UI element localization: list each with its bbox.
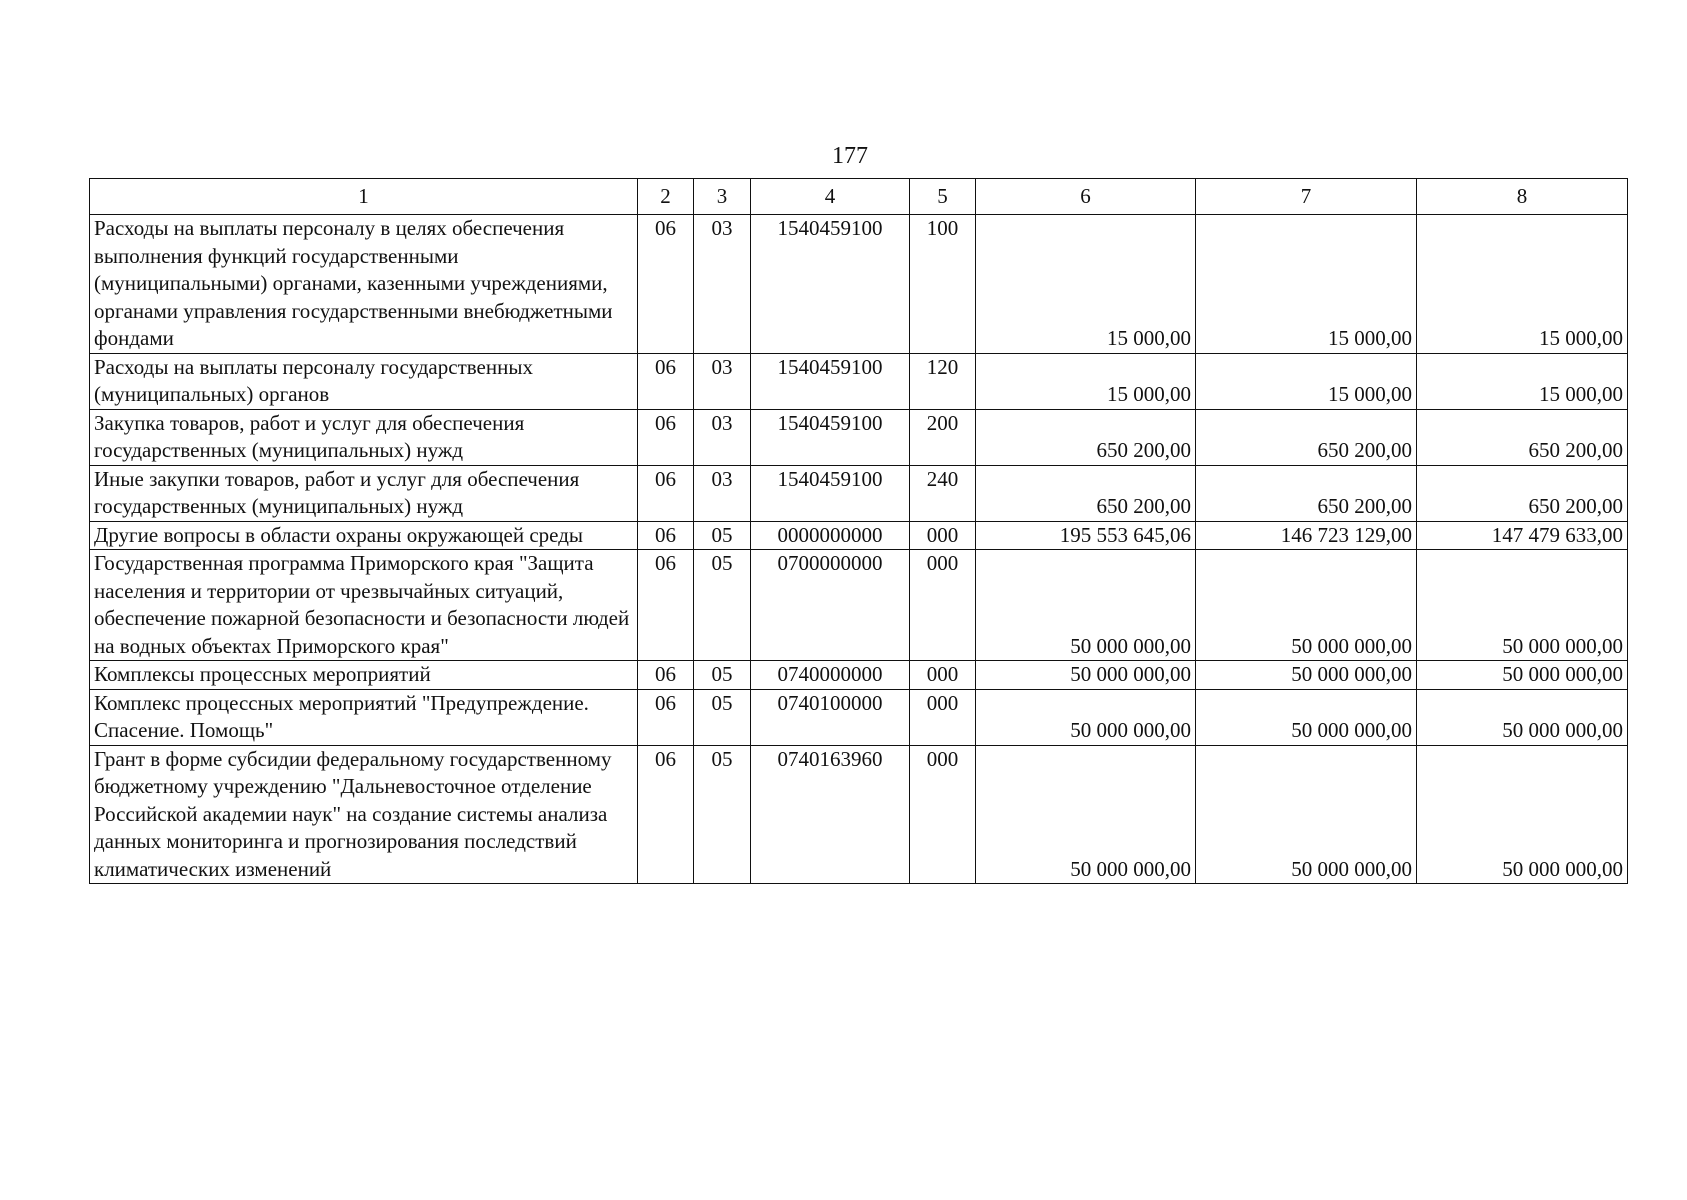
expense-type-cell: 120 — [910, 353, 976, 409]
section-code-cell: 06 — [638, 661, 694, 690]
amount-cell-col6: 195 553 645,06 — [976, 521, 1196, 550]
expense-type-cell: 000 — [910, 550, 976, 661]
amount-cell-col8: 50 000 000,00 — [1417, 550, 1628, 661]
table-row — [90, 215, 1628, 354]
amount-cell-col7: 15 000,00 — [1196, 215, 1417, 354]
column-header-2: 2 — [638, 179, 694, 215]
amount-cell-col6: 50 000 000,00 — [976, 661, 1196, 690]
amount-cell-col8: 50 000 000,00 — [1417, 661, 1628, 690]
target-article-cell: 0740000000 — [751, 661, 910, 690]
amount-cell-col8: 50 000 000,00 — [1417, 689, 1628, 745]
table-row — [90, 409, 1628, 465]
expense-type-cell: 000 — [910, 661, 976, 690]
budget-table — [89, 178, 1628, 884]
amount-cell-col6: 15 000,00 — [976, 215, 1196, 354]
expense-type-cell: 000 — [910, 521, 976, 550]
subsection-code-cell: 03 — [694, 409, 751, 465]
amount-cell-col7: 50 000 000,00 — [1196, 689, 1417, 745]
expense-type-cell: 240 — [910, 465, 976, 521]
section-code-cell: 06 — [638, 550, 694, 661]
amount-cell-col8: 15 000,00 — [1417, 215, 1628, 354]
amount-cell-col7: 50 000 000,00 — [1196, 661, 1417, 690]
amount-cell-col7: 50 000 000,00 — [1196, 745, 1417, 884]
amount-cell-col7: 50 000 000,00 — [1196, 550, 1417, 661]
section-code-cell: 06 — [638, 353, 694, 409]
amount-cell-col6: 50 000 000,00 — [976, 550, 1196, 661]
expense-name-cell: Государственная программа Приморского края "Защита населения и территории от чрезвычайных ситуаций, обеспечение пожарной безопасности и безопасности людей на водных объектах Приморского края" — [90, 550, 638, 661]
section-code-cell: 06 — [638, 215, 694, 354]
amount-cell-col6: 15 000,00 — [976, 353, 1196, 409]
expense-name-cell: Другие вопросы в области охраны окружающей среды — [90, 521, 638, 550]
expense-name-cell: Комплекс процессных мероприятий "Предупреждение. Спасение. Помощь" — [90, 689, 638, 745]
column-header-6: 6 — [976, 179, 1196, 215]
table-row — [90, 353, 1628, 409]
amount-cell-col6: 50 000 000,00 — [976, 745, 1196, 884]
target-article-cell: 1540459100 — [751, 409, 910, 465]
column-header-7: 7 — [1196, 179, 1417, 215]
column-header-3: 3 — [694, 179, 751, 215]
section-code-cell: 06 — [638, 409, 694, 465]
section-code-cell: 06 — [638, 745, 694, 884]
subsection-code-cell: 03 — [694, 353, 751, 409]
table-row — [90, 745, 1628, 884]
subsection-code-cell: 03 — [694, 465, 751, 521]
table-row — [90, 661, 1628, 690]
expense-name-cell: Расходы на выплаты персоналу государственных (муниципальных) органов — [90, 353, 638, 409]
expense-name-cell: Грант в форме субсидии федеральному государственному бюджетному учреждению "Дальневосточное отделение Российской академии наук" на создание системы анализа данных мониторинга и прогнозирования последствий климатических изменений — [90, 745, 638, 884]
table-row — [90, 689, 1628, 745]
target-article-cell: 1540459100 — [751, 215, 910, 354]
amount-cell-col6: 650 200,00 — [976, 409, 1196, 465]
expense-name-cell: Закупка товаров, работ и услуг для обеспечения государственных (муниципальных) нужд — [90, 409, 638, 465]
section-code-cell: 06 — [638, 521, 694, 550]
expense-type-cell: 200 — [910, 409, 976, 465]
section-code-cell: 06 — [638, 465, 694, 521]
target-article-cell: 1540459100 — [751, 353, 910, 409]
target-article-cell: 0700000000 — [751, 550, 910, 661]
expense-type-cell: 100 — [910, 215, 976, 354]
amount-cell-col6: 50 000 000,00 — [976, 689, 1196, 745]
expense-name-cell: Иные закупки товаров, работ и услуг для обеспечения государственных (муниципальных) нужд — [90, 465, 638, 521]
column-header-4: 4 — [751, 179, 910, 215]
amount-cell-col7: 146 723 129,00 — [1196, 521, 1417, 550]
amount-cell-col7: 650 200,00 — [1196, 409, 1417, 465]
column-header-8: 8 — [1417, 179, 1628, 215]
expense-type-cell: 000 — [910, 689, 976, 745]
target-article-cell: 0740100000 — [751, 689, 910, 745]
amount-cell-col8: 50 000 000,00 — [1417, 745, 1628, 884]
subsection-code-cell: 05 — [694, 745, 751, 884]
amount-cell-col7: 650 200,00 — [1196, 465, 1417, 521]
expense-type-cell: 000 — [910, 745, 976, 884]
expense-name-cell: Комплексы процессных мероприятий — [90, 661, 638, 690]
subsection-code-cell: 05 — [694, 661, 751, 690]
expense-name-cell: Расходы на выплаты персоналу в целях обеспечения выполнения функций государственными (муниципальными) органами, казенными учреждениями, органами управления государственными внебюджетными фондами — [90, 215, 638, 354]
amount-cell-col6: 650 200,00 — [976, 465, 1196, 521]
amount-cell-col8: 650 200,00 — [1417, 465, 1628, 521]
subsection-code-cell: 05 — [694, 521, 751, 550]
section-code-cell: 06 — [638, 689, 694, 745]
subsection-code-cell: 05 — [694, 689, 751, 745]
column-header-1: 1 — [90, 179, 638, 215]
table-row — [90, 465, 1628, 521]
target-article-cell: 1540459100 — [751, 465, 910, 521]
table-row — [90, 521, 1628, 550]
subsection-code-cell: 05 — [694, 550, 751, 661]
header-row — [90, 179, 1628, 215]
table-row — [90, 550, 1628, 661]
target-article-cell: 0000000000 — [751, 521, 910, 550]
amount-cell-col8: 147 479 633,00 — [1417, 521, 1628, 550]
column-header-5: 5 — [910, 179, 976, 215]
page-number: 177 — [832, 143, 868, 169]
amount-cell-col8: 15 000,00 — [1417, 353, 1628, 409]
target-article-cell: 0740163960 — [751, 745, 910, 884]
amount-cell-col8: 650 200,00 — [1417, 409, 1628, 465]
amount-cell-col7: 15 000,00 — [1196, 353, 1417, 409]
subsection-code-cell: 03 — [694, 215, 751, 354]
